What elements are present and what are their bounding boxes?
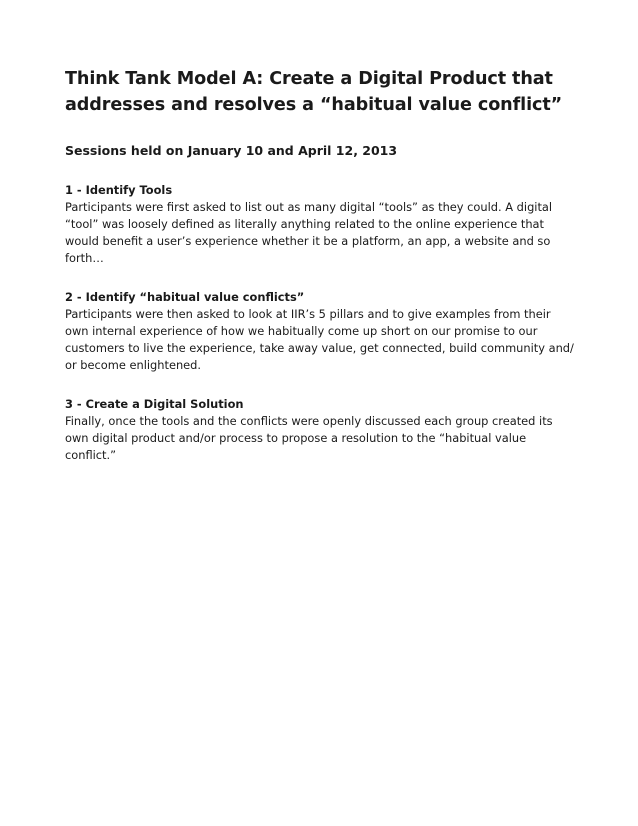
section-body: Participants were then asked to look at IIR’s 5 pillars and to give examples from their own internal experience of how we habitually come up short on our promise to our customers to live the experience, take away value, get connected, build community and/ or become enlightened.	[65, 307, 574, 372]
section-heading: 2 - Identify “habitual value conflicts”	[65, 290, 305, 304]
section-identify-conflicts	[65, 289, 575, 374]
section-create-solution	[65, 396, 575, 464]
sessions-date-line: Sessions held on January 10 and April 12, 2013	[65, 143, 398, 158]
section-heading: 3 - Create a Digital Solution	[65, 397, 244, 411]
section-body: Participants were first asked to list out as many digital “tools” as they could. A digital “tool” was loosely defined as literally anything related to the online experience that would benefit a user’s experience whether it be a platform, an app, a website and so forth…	[65, 200, 553, 265]
document-title: Think Tank Model A: Create a Digital Product that addresses and resolves a “habitual value conflict”	[65, 69, 563, 115]
section-body: Finally, once the tools and the conflicts were openly discussed each group created its own digital product and/or process to propose a resolution to the “habitual value conflict.”	[65, 414, 553, 462]
section-identify-tools	[65, 182, 575, 267]
section-heading: 1 - Identify Tools	[65, 183, 173, 197]
document-content	[65, 66, 575, 464]
